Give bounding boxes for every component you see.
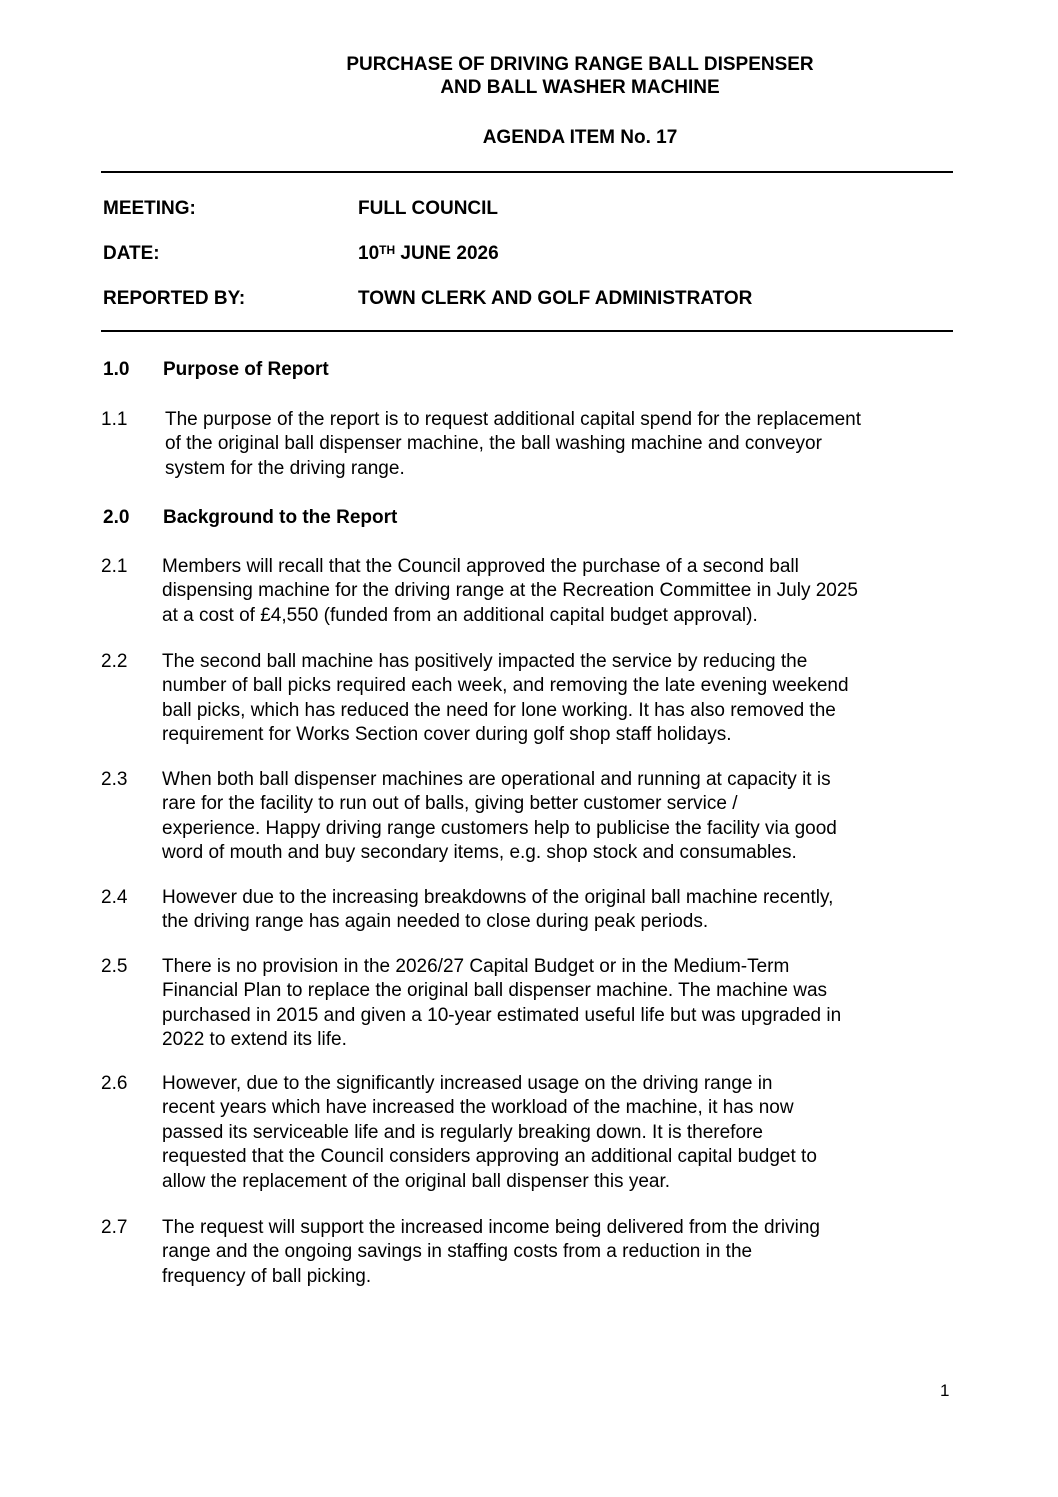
paragraph-line: The purpose of the report is to request additional capital spend for the replacement	[165, 409, 862, 430]
paragraph-number: 2.1	[101, 556, 128, 577]
paragraph-line: range and the ongoing savings in staffing costs from a reduction in the	[162, 1241, 753, 1263]
paragraph-line: frequency of ball picking.	[162, 1265, 372, 1287]
paragraph-line: Members will recall that the Council approved the purchase of a second ball	[162, 556, 799, 577]
paragraph-line: However, due to the significantly increased usage on the driving range in	[162, 1073, 773, 1094]
date-suffix: TH	[379, 243, 396, 257]
paragraph-line: dispensing machine for the driving range at the Recreation Committee in July 2025	[162, 580, 858, 602]
section-title: Background to the Report	[163, 507, 398, 528]
paragraph-text	[162, 886, 952, 935]
paragraph-line: However due to the increasing breakdowns of the original ball machine recently,	[162, 887, 834, 908]
paragraph-line: the driving range has again needed to close during peak periods.	[162, 911, 709, 933]
paragraph-text	[162, 555, 952, 628]
date-rest: JUNE 2026	[395, 243, 499, 264]
section-number: 1.0	[103, 359, 130, 380]
paragraph-line: 2022 to extend its life.	[162, 1029, 347, 1051]
paragraph-line: of the original ball dispenser machine, the ball washing machine and conveyor	[165, 433, 822, 455]
paragraph-number: 1.1	[101, 409, 128, 430]
meeting-value: FULL COUNCIL	[358, 198, 499, 219]
paragraph-text	[162, 955, 952, 1053]
paragraph-number: 2.6	[101, 1073, 128, 1094]
section-number: 2.0	[103, 507, 130, 528]
paragraph-line: number of ball picks required each week, and removing the late evening weekend	[162, 675, 849, 697]
paragraph-text	[162, 650, 952, 748]
reported-by-value: TOWN CLERK AND GOLF ADMINISTRATOR	[358, 288, 753, 309]
date-day: 10	[358, 243, 380, 264]
page-number: 1	[940, 1381, 950, 1400]
reported-by-label: REPORTED BY:	[103, 288, 246, 309]
document-title-line-2: AND BALL WASHER MACHINE	[440, 77, 720, 98]
paragraph-line: The request will support the increased income being delivered from the driving	[162, 1217, 820, 1238]
paragraph-line: requirement for Works Section cover during golf shop staff holidays.	[162, 724, 732, 746]
paragraph-line: word of mouth and buy secondary items, e.g. shop stock and consumables.	[162, 842, 797, 864]
header-rule-bottom	[101, 330, 953, 332]
paragraph-line: passed its serviceable life and is regularly breaking down. It is therefore	[162, 1121, 763, 1143]
paragraph-text	[162, 1216, 952, 1289]
paragraph-line: allow the replacement of the original ball dispenser this year.	[162, 1170, 671, 1192]
date-label: DATE:	[103, 243, 160, 264]
paragraph-line: system for the driving range.	[165, 457, 405, 479]
paragraph-number: 2.5	[101, 956, 128, 977]
paragraph-text	[162, 1072, 952, 1194]
paragraph-line: requested that the Council considers approving an additional capital budget to	[162, 1146, 817, 1168]
paragraph-text	[165, 408, 955, 481]
header-rule-top	[101, 171, 953, 173]
paragraph-line: There is no provision in the 2026/27 Capital Budget or in the Medium-Term	[162, 956, 790, 977]
paragraph-number: 2.7	[101, 1217, 128, 1238]
section-title: Purpose of Report	[163, 359, 329, 380]
paragraph-number: 2.4	[101, 887, 128, 908]
paragraph-line: experience. Happy driving range customers help to publicise the facility via good	[162, 817, 837, 839]
paragraph-line: ball picks, which has reduced the need for lone working. It has also removed the	[162, 699, 836, 721]
paragraph-line: rare for the facility to run out of balls, giving better customer service /	[162, 793, 738, 815]
paragraph-line: purchased in 2015 and given a 10-year estimated useful life but was upgraded in	[162, 1004, 842, 1026]
meeting-label: MEETING:	[103, 198, 196, 219]
paragraph-line: Financial Plan to replace the original ball dispenser machine. The machine was	[162, 980, 828, 1002]
paragraph-line: When both ball dispenser machines are operational and running at capacity it is	[162, 769, 831, 790]
paragraph-line: The second ball machine has positively impacted the service by reducing the	[162, 651, 808, 672]
paragraph-line: recent years which have increased the workload of the machine, it has now	[162, 1097, 794, 1119]
paragraph-number: 2.2	[101, 651, 128, 672]
agenda-item: AGENDA ITEM No. 17	[482, 127, 678, 148]
paragraph-line: at a cost of £4,550 (funded from an additional capital budget approval).	[162, 604, 758, 626]
paragraph-number: 2.3	[101, 769, 128, 790]
document-title-line-1: PURCHASE OF DRIVING RANGE BALL DISPENSER	[346, 54, 814, 75]
paragraph-text	[162, 768, 952, 866]
date-value	[358, 242, 499, 265]
